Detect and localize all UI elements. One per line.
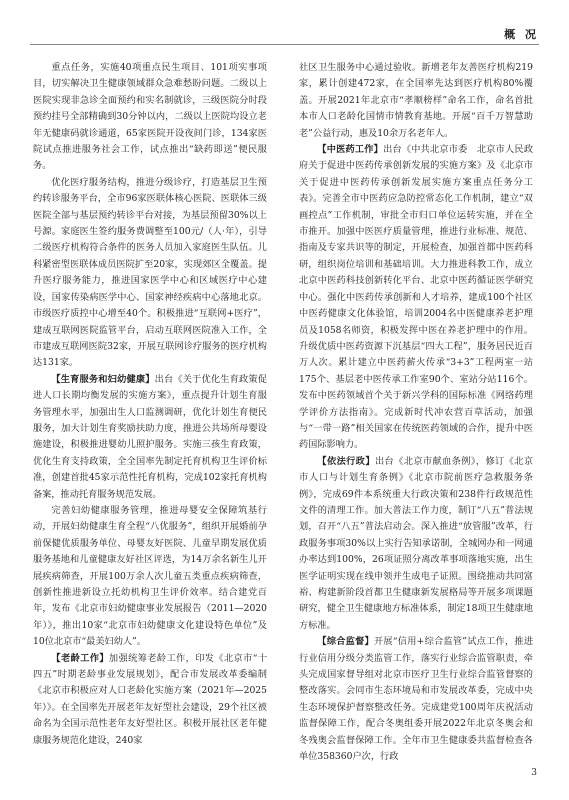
section-heading: 【综合监督】 — [317, 636, 374, 648]
paragraph-text: 社区卫生服务中心通过验收。新增老年友善医疗机构219家，累计创建472家，在全国率先达到医疗机构80%覆盖。开展2021年北京市“孝顺榜样”命名工作，命名首批本市人口老龄化国情市情教育基地。开展“百千万智慧助老”公益行动，惠及10余万名老年人。 — [299, 62, 533, 139]
section-heading: 【老龄工作】 — [51, 652, 109, 664]
paragraph-text: 开展“信用+综合监管”试点工作，推进行业信用分级分类监管工作，落实行业综合监管职责，牵头完成国家督导组对北京市医疗卫生行业综合监管督察的整改落实。会同市生态环境局和市发展改革委，完成中央生态环境保护督察整改任务。完成建党100周年庆祝活动监督保障工作，配合冬奥组委开展2022年北京冬奥会和冬残奥会监督保障工作。全年市卫生健康委共监督检查各单位358360户次，行政 — [299, 636, 533, 763]
section-label: 概 况 — [504, 28, 539, 41]
paragraph — [299, 60, 533, 142]
right-column — [299, 60, 533, 765]
paragraph-text: 出台《北京市献血条例》，修订《北京市人口与计划生育条例》《北京市院前医疗急救服务条例》，完成69件本系统重大行政决策和238件行政规范性文件的清理工作。加大普法工作力度，制订“八五”普法规划，召开“八五”普法启动会。深入推进“放管服”改革，行政服务事项30%以上实行告知承诺制，全城网办和一网通办率达到100%，26项证照分离改革事项落地实施，出生医学证明实现在线申领并生成电子证照。围绕推动共同富裕、构建新阶段首都卫生健康新发展格局等开展多项课题研究，健全卫生健康地方标准体系，制定18项卫生健康地方标准。 — [299, 455, 533, 631]
page-number: 3 — [531, 768, 537, 778]
paragraph — [299, 634, 533, 765]
paragraph-text: 重点任务，实施40项重点民生项目、101项实事项目，切实解决卫生健康领域群众急难愁盼问题。二级以上医院实现非急诊全面预约和实名制就诊，三级医院分时段预约挂号全部精确到30分钟以内，二级以上医院均设立老年无健康码就诊通道，65家医院开设夜间门诊，134家医院试点推进服务社会工作，试点推出“缺药即送”便民服务。 — [33, 62, 267, 172]
paragraph — [33, 503, 267, 651]
header-divider — [30, 44, 539, 45]
paragraph-text: 完善妇幼健康服务管理，推进母婴安全保障筑基行动，开展妇幼健康生育全程“八优服务”，组织开展婚前孕前保健优质服务单位、母婴友好医院、儿童早期发展优质服务基地和儿童健康友好社区评选，为14万余名新生儿开展疾病筛查，开展100万余人次儿童五类重点疾病筛查，创新性推进新设立托幼机构卫生评价效率。结合建党百年，发布《北京市妇幼健康事业发展报告（2011—2020年）》，推出10家“北京市妇幼健康文化建设特色单位”及10位北京市“最美妇幼人”。 — [33, 504, 267, 648]
paragraph-text: 出台《中共北京市委 北京市人民政府关于促进中医药传承创新发展的实施方案》及《北京市关于促进中医药传承创新发展实施方案重点任务分工表》。完善全市中医药应急防控常态化工作机制，建立“双画控点”工作机制，审批全市归口单位运转实施，并在全市推开。加强中医医疗质量管理，推进行业标准、规范、指南及专家共识等的制定，开展检查，加强首都中医药科研，组织岗位培训和基础培训。大力推进科教工作，成立北京中医药科技创新转化平台、北京中医药循证医学研究中心。强化中医药传承创新和人才培养，建成100个社区中医药健康文化体验馆，培训2004名中医健康养老护理员及1058名师资，积极发挥中医在养老护理中的作用。升级优质中医药资源下沉基层“四大工程”，服务居民近百万人次。累计建立中医药薪火传承“3+3”工程两室一站175个、基层老中医传承工作室90个、室站分站116个。发布中医药领域首个关于新兴学科的国际标准《网络药理学评价方法指南》。完成新时代冲农营百草活动，加强与“一带一路”相关国家在传统医药领域的合作，提升中医药国际影响力。 — [299, 144, 533, 451]
paragraph — [299, 454, 533, 634]
paragraph-text: 加强统筹老龄工作，印发《北京市“十四五”时期老龄事业发展规划》，配合市发展改革委编制《北京市积极应对人口老龄化实施方案（2021年—2025年）》。在全国率先开展老年友好型社会建设，29个社区被命名为全国示范性老年友好型社区。积极开展社区老年健康服务规范化建设，240家 — [33, 652, 267, 746]
paragraph — [33, 175, 267, 372]
paragraph — [33, 60, 267, 175]
left-column — [33, 60, 267, 765]
paragraph-text: 优化医疗服务结构，推进分级诊疗，打造基层卫生预约转诊服务平台，全市96家医联体核心医院、医联体三级医院全部与基层预约转诊平台对接，为基层预留30%以上号源。家庭医生签约服务费调整至100元/（人·年），引导二级医疗机构符合条件的医务人员加入家庭医生队伍。儿科紧密型医联体成员医院扩至20家，实现郊区全覆盖。提升医疗服务能力，推进国家医学中心和区域医疗中心建设，国家传染病医学中心、国家神经疾病中心落地北京。市级医疗质控中心增至40个。积极推进“互联网+医疗”，建成互联网医院监管平台，启动互联网医院准入工作，全市建成互联网医院32家，开展互联网诊疗服务的医疗机构达131家。 — [33, 176, 267, 369]
paragraph-text: 出台《关于优化生育政策促进人口长期均衡发展的实施方案》，重点提升计划生育服务管理水平，加强出生人口监测调研，优化计划生育便民服务，加大计划生育奖励扶助力度，推进公共场所母婴设施建设，积极推进婴幼儿照护服务。实施三孩生育政策，优化生育支持政策，全全国率先制定托育机构卫生评价标准，创建首批45家示范性托育机构，完成102家托育机构备案，推动托育服务规范发展。 — [33, 373, 267, 500]
paragraph — [33, 372, 267, 503]
page-header — [0, 0, 569, 48]
section-heading: 【中医药工作】 — [317, 144, 384, 156]
paragraph — [33, 651, 267, 749]
section-heading: 【生育服务和妇幼健康】 — [51, 373, 155, 385]
paragraph — [299, 142, 533, 454]
section-heading: 【依法行政】 — [317, 455, 375, 467]
